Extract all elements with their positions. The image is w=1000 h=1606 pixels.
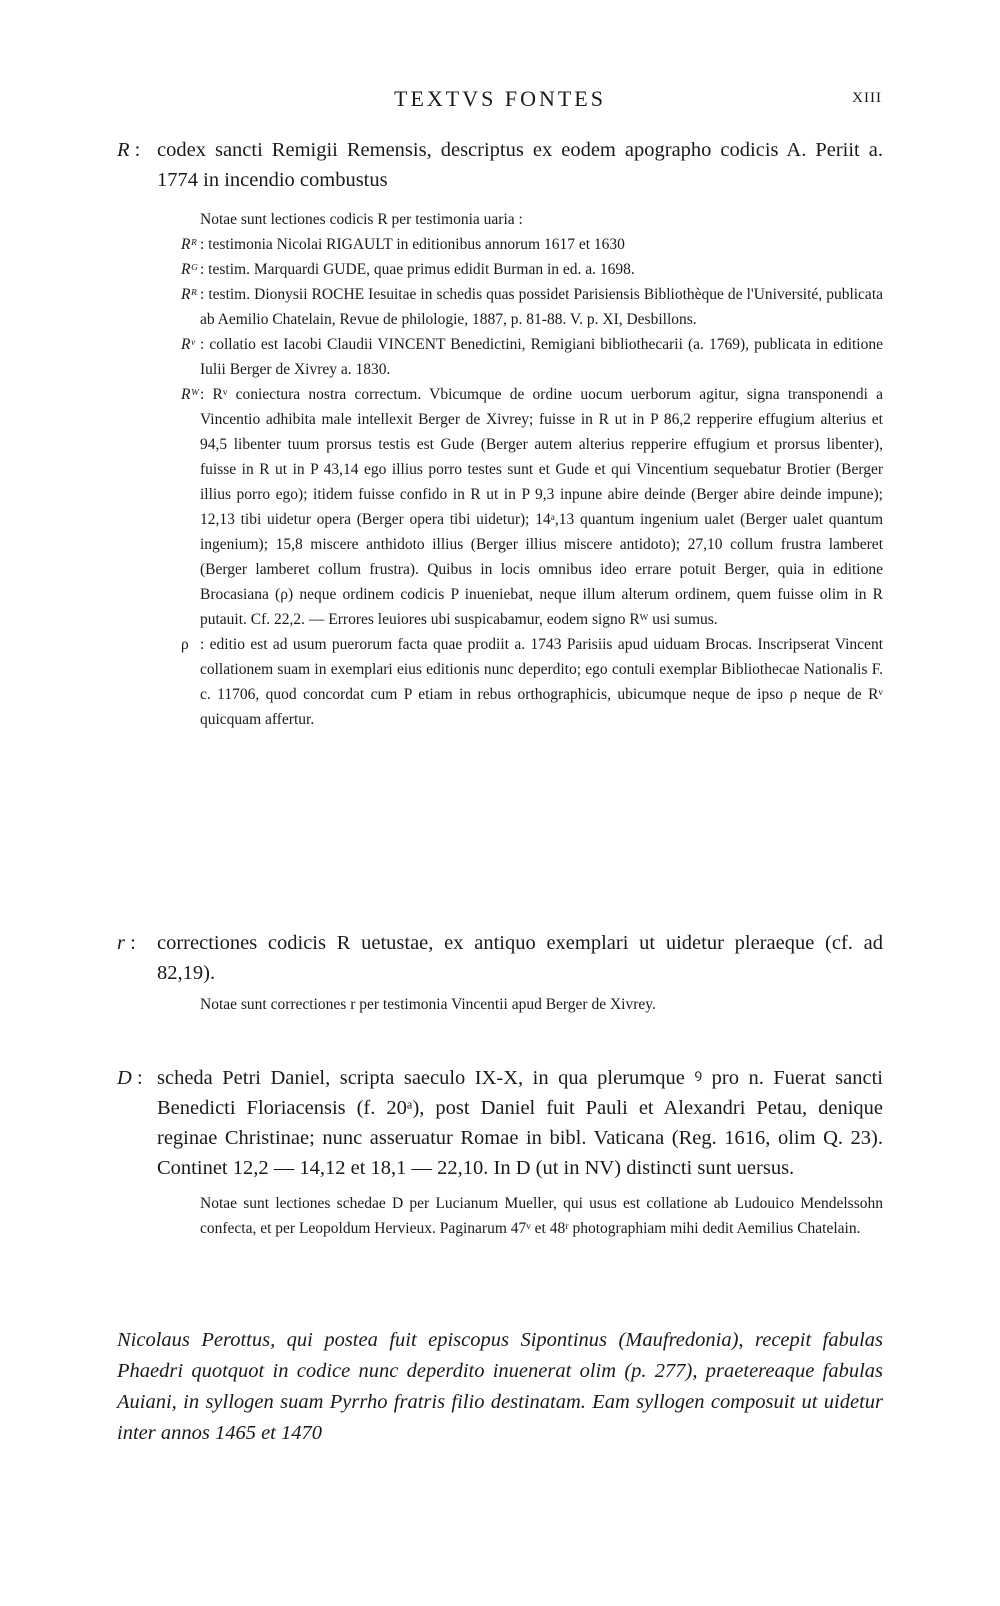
witness-siglum: Rᴳ	[181, 261, 198, 278]
siglum-d: D	[117, 1067, 132, 1089]
witness-siglum: ρ	[181, 636, 189, 653]
page-header	[0, 86, 1000, 116]
witness-text: : testim. Dionysii ROCHE Iesuitae in schedis quas possidet Parisiensis Bibliothèque de l'Université, publicata ab Aemilio Chatelain, Revue de philologie, 1887, p. 81-88. V. p. XI, Desbillons.	[200, 286, 883, 328]
witness-text: : testimonia Nicolai RIGAULT in editionibus annorum 1617 et 1630	[200, 236, 625, 253]
notes-r-intro: Notae sunt lectiones codicis R per testimonia uaria :	[200, 211, 523, 228]
section-perottus	[117, 1325, 883, 1449]
witness-rv	[117, 332, 883, 382]
witness-rw	[117, 382, 883, 632]
entry-r-corr-text: correctiones codicis R uetustae, ex antiquo exemplari ut uidetur pleraeque (cf. ad 82,19).	[157, 932, 883, 984]
running-title: TEXTVS FONTES	[394, 86, 606, 111]
witness-text: : editio est ad usum puerorum facta quae prodiit a. 1743 Parisiis apud uiduam Brocas. Inscripserat Vincent collationem suam in exemplari eius editionis nunc deperdito; ego contuli exemplar Bibliothecae Nationalis F. c. 11706, quod concordat cum P etiam in rebus orthographicis, ubicumque neque de ipso ρ neque de Rᵛ quicquam affertur.	[200, 636, 883, 728]
notes-r	[117, 207, 883, 732]
siglum-r: R	[117, 139, 130, 161]
siglum-separator: :	[134, 139, 141, 161]
witness-roche	[117, 282, 883, 332]
witness-rg	[117, 257, 883, 282]
entry-r-text: codex sancti Remigii Remensis, descriptus ex eodem apographo codicis A. Periit a. 1774 in incendio combustus	[157, 139, 883, 191]
siglum-separator: :	[130, 932, 136, 954]
section-scheda-d	[117, 1063, 883, 1241]
section-codex-r	[117, 135, 883, 732]
witness-siglum: Rᴿ	[181, 286, 198, 303]
witness-text: : testim. Marquardi GUDE, quae primus edidit Burman in ed. a. 1698.	[200, 261, 635, 278]
page-number: XIII	[852, 90, 882, 106]
notes-d: Notae sunt lectiones schedae D per Lucianum Mueller, qui usus est collatione ab Ludouico Mendelssohn confecta, et per Leopoldum Hervieux. Paginarum 47ᵛ et 48ʳ photographiam mihi dedit Aemilius Chatelain.	[200, 1195, 883, 1237]
siglum-separator: :	[136, 1067, 143, 1089]
entry-r	[117, 135, 883, 195]
section-correctiones-r	[117, 928, 883, 1017]
witness-siglum: Rᵂ	[181, 386, 200, 403]
siglum-r-lower: r	[117, 932, 125, 954]
entry-d	[117, 1063, 883, 1183]
entry-r-corr	[117, 928, 883, 988]
notes-r-corr: Notae sunt correctiones r per testimonia Vincentii apud Berger de Xivrey.	[200, 996, 656, 1013]
entry-d-text: scheda Petri Daniel, scripta saeculo IX-X, in qua plerumque ꝰ pro n. Fuerat sancti Benedicti Floriacensis (f. 20ᵃ), post Daniel fuit Pauli et Alexandri Petau, denique reginae Christinae; nunc asseruatur Romae in bibl. Vaticana (Reg. 1616, olim Q. 23). Continet 12,2 — 14,12 et 18,1 — 22,10. In D (ut in NV) distincti sunt uersus.	[157, 1067, 883, 1179]
perottus-paragraph: Nicolaus Perottus, qui postea fuit episcopus Sipontinus (Maufredonia), recepit fabulas Phaedri quotquot in codice nunc deperdito inuenerat olim (p. 277), praetereaque fabulas Auiani, in syllogen suam Pyrrho fratris filio destinatam. Eam syllogen composuit ut uidetur inter annos 1465 et 1470	[117, 1329, 883, 1444]
witness-siglum: Rᵛ	[181, 336, 195, 353]
witness-rr	[117, 232, 883, 257]
witness-text: : Rᵛ coniectura nostra correctum. Vbicumque de ordine uocum uerborum agitur, signa transponendi a Vincentio adhibita male intellexit Berger de Xivrey; fuisse in R ut in P 86,2 repperire effugium alterius et 94,5 libenter tuum prorsus testis est Gude (Berger autem alterius repperire effugium et prorsus libenter), fuisse in R ut in P 43,14 ego illius porro testes sunt et Gude et qui Vincentium sequebatur Brotier (Berger illius porro ego); itidem fuisse confido in R ut in P 9,3 inpune abire deinde (Berger abire deinde impune); 12,13 tibi uidetur opera (Berger opera tibi uidetur); 14ᵃ,13 quantum ingenium ualet (Berger ualet quantum ingenium); 15,8 miscere anthidoto illius (Berger illius miscere antidoto); 27,10 collum frustra lamberet (Berger lamberet collum frustra). Quibus in locis omnibus ideo errare potuit Berger, quia in editione Brocasiana (ρ) neque ordinem codicis P inueniebat, neque illum alterum ordinem, quem fuisse olim in R putauit. Cf. 22,2. — Errores leuiores ubi suspicabamur, eodem signo Rᵂ usi sumus.	[200, 386, 883, 628]
witness-text: : collatio est Iacobi Claudii VINCENT Benedictini, Remigiani bibliothecarii (a. 1769), publicata in editione Iulii Berger de Xivrey a. 1830.	[200, 336, 883, 378]
witness-siglum: Rᴿ	[181, 236, 198, 253]
witness-rho	[117, 632, 883, 732]
